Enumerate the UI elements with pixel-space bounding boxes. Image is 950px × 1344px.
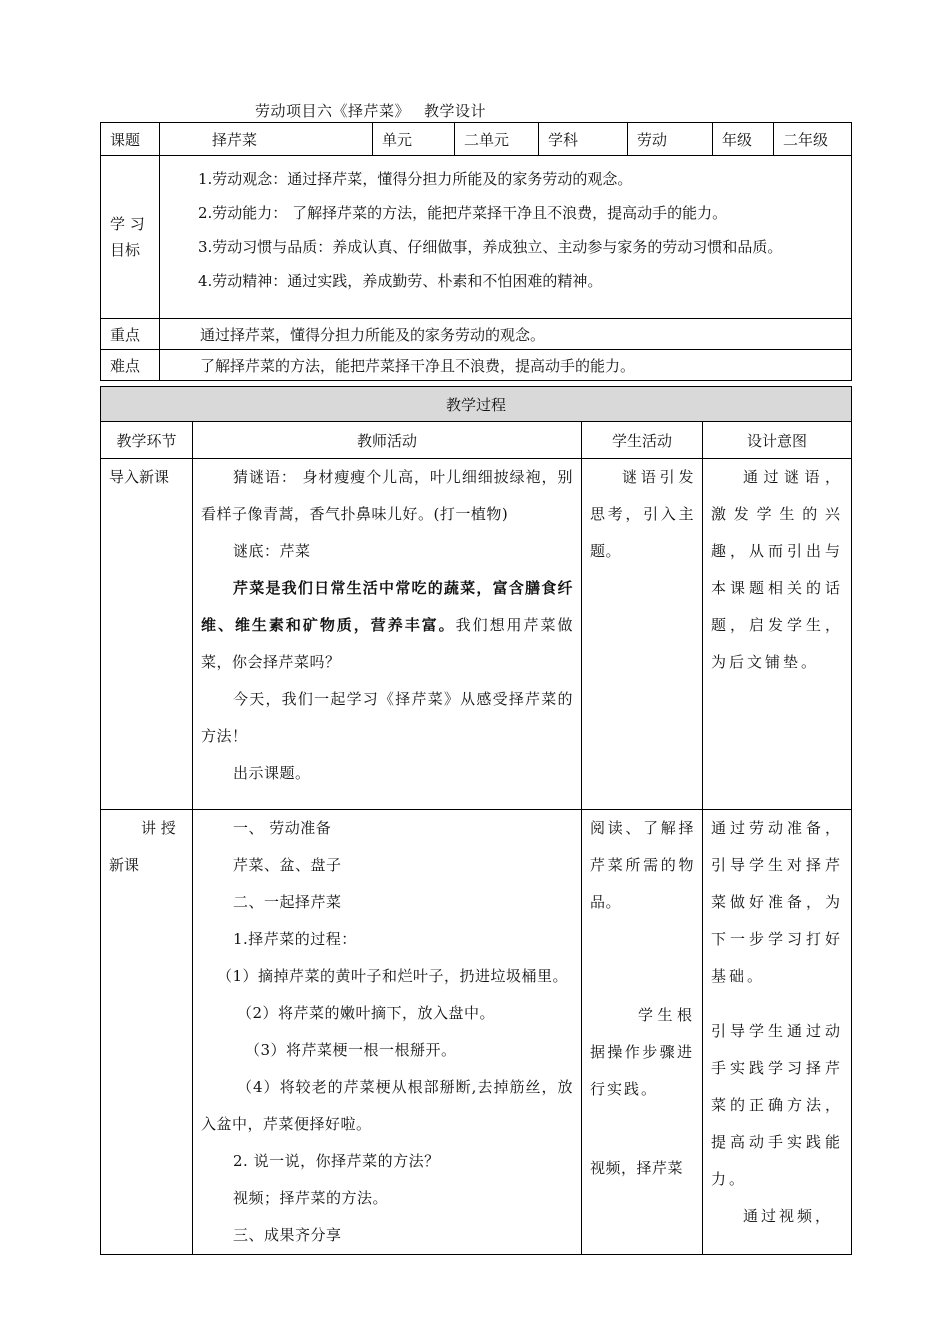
difficulty-row <box>101 350 852 381</box>
intro-riddle: 猜谜语： 身材瘦瘦个儿高，叶儿细细披绿袍，别看样子像青蒿，香气扑鼻味儿好。(打一植物) <box>201 468 573 523</box>
objectives-label-line1: 学 习 <box>110 215 145 233</box>
intro-bold-text: 芹菜是我们日常生活中常吃的蔬菜，富含膳食纤维、维生素和矿物质，营养丰富。 <box>201 579 573 634</box>
lesson-student-text-3: 视频，择芹菜 <box>590 1159 684 1177</box>
info-row <box>101 123 852 156</box>
intro-student <box>582 459 703 810</box>
objectives-label <box>101 156 160 319</box>
column-header-intent: 设计意图 <box>703 422 852 459</box>
objectives-content <box>160 156 852 319</box>
column-header-student: 学生活动 <box>582 422 703 459</box>
objective-item: 4.劳动精神：通过实践，养成勤劳、朴素和不怕困难的精神。 <box>198 272 603 290</box>
lesson-line: （1）摘掉芹菜的黄叶子和烂叶子，扔进垃圾桶里。 <box>217 967 569 985</box>
discipline-value: 劳动 <box>628 123 713 156</box>
intro-stage: 导入新课 <box>101 459 193 810</box>
subject-value: 择芹菜 <box>160 123 373 156</box>
lesson-stage <box>101 810 193 1255</box>
title-main: 劳动项目六《择芹菜》 <box>255 102 411 120</box>
lesson-intent-text-2: 引导学生通过动手实践学习择芹菜的正确方法，提高动手实践能力。 <box>711 1022 844 1188</box>
intro-show: 出示课题。 <box>233 764 311 782</box>
column-header-teacher: 教师活动 <box>193 422 582 459</box>
process-header: 教学过程 <box>101 387 852 422</box>
lesson-line: 二、一起择芹菜 <box>233 893 342 911</box>
lesson-row <box>101 810 852 1255</box>
difficulty-text: 了解择芹菜的方法，能把芹菜择干净且不浪费，提高动手的能力。 <box>160 350 852 381</box>
key-point-row <box>101 319 852 350</box>
key-point-text: 通过择芹菜，懂得分担力所能及的家务劳动的观念。 <box>160 319 852 350</box>
teaching-process-table <box>100 386 852 1255</box>
intro-teacher <box>193 459 582 810</box>
subject-label: 课题 <box>101 123 160 156</box>
intro-intent-text: 通过谜语，激发学生的兴趣，从而引出与本课题相关的话题，启发学生，为后文铺垫。 <box>711 468 844 671</box>
lesson-intent <box>703 810 852 1255</box>
lesson-student-text-1: 阅读、了解择芹菜所需的物品。 <box>590 819 694 911</box>
title-suffix: 教学设计 <box>424 102 487 120</box>
intro-student-text: 谜语引发思考，引入主题。 <box>590 468 694 560</box>
lesson-student-text-2: 学生根据操作步骤进行实践。 <box>590 1006 694 1098</box>
objective-item: 2.劳动能力： 了解择芹菜的方法，能把芹菜择干净且不浪费，提高动手的能力。 <box>198 204 728 222</box>
lesson-line: 视频；择芹菜的方法。 <box>233 1189 389 1207</box>
document-title <box>255 100 486 121</box>
lesson-line: （3）将芹菜梗一根一根掰开。 <box>245 1041 457 1059</box>
lesson-intent-text-3: 通过视频， <box>743 1207 834 1225</box>
lesson-info-table <box>100 122 852 381</box>
intro-intent <box>703 459 852 810</box>
intro-today: 今天，我们一起学习《择芹菜》从感受择芹菜的方法！ <box>201 690 573 745</box>
unit-label: 单元 <box>373 123 455 156</box>
lesson-line: （2）将芹菜的嫩叶摘下，放入盘中。 <box>237 1004 496 1022</box>
discipline-label: 学科 <box>539 123 628 156</box>
lesson-line: 芹菜、盆、盘子 <box>233 856 342 874</box>
lesson-stage-line1: 讲 授 <box>141 819 176 837</box>
lesson-teacher <box>193 810 582 1255</box>
difficulty-label: 难点 <box>101 350 160 381</box>
intro-answer: 谜底：芹菜 <box>233 542 311 560</box>
lesson-line: 2. 说一说，你择芹菜的方法？ <box>233 1152 440 1170</box>
lesson-line: 1.择芹菜的过程： <box>233 930 357 948</box>
key-point-label: 重点 <box>101 319 160 350</box>
objectives-label-line2: 目标 <box>110 241 141 259</box>
lesson-student <box>582 810 703 1255</box>
intro-row <box>101 459 852 810</box>
column-header-stage: 教学环节 <box>101 422 193 459</box>
lesson-intent-text-1: 通过劳动准备，引导学生对择芹菜做好准备，为下一步学习打好基础。 <box>711 819 844 985</box>
objectives-row <box>101 156 852 319</box>
process-column-headers <box>101 422 852 459</box>
grade-value: 二年级 <box>774 123 852 156</box>
objective-item: 3.劳动习惯与品质：养成认真、仔细做事，养成独立、主动参与家务的劳动习惯和品质。 <box>198 238 783 256</box>
grade-label: 年级 <box>713 123 774 156</box>
lesson-line: （4）将较老的芹菜梗从根部掰断,去掉筋丝，放入盆中，芹菜便择好啦。 <box>201 1078 573 1133</box>
lesson-stage-line2: 新课 <box>109 856 140 874</box>
unit-value: 二单元 <box>455 123 539 156</box>
intro-question: 我们想用芹菜做菜，你会择芹菜吗？ <box>201 616 573 671</box>
lesson-line: 一、 劳动准备 <box>233 819 332 837</box>
objective-item: 1.劳动观念：通过择芹菜，懂得分担力所能及的家务劳动的观念。 <box>198 170 633 188</box>
lesson-line: 三、成果齐分享 <box>233 1226 342 1244</box>
process-header-row <box>101 387 852 422</box>
